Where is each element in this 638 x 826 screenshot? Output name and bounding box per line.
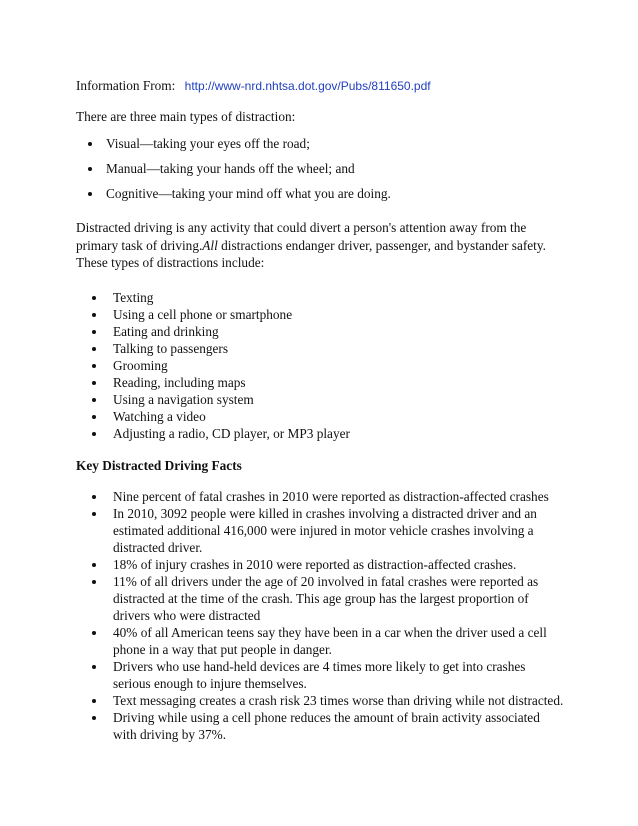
list-item-text: Watching a video xyxy=(113,409,206,424)
bullet-icon xyxy=(92,580,96,584)
list-item-text: Grooming xyxy=(113,358,168,373)
list-item-text: Using a cell phone or smartphone xyxy=(113,307,293,322)
list-item xyxy=(76,289,350,306)
bullet-icon xyxy=(92,364,96,368)
list-item-text: Talking to passengers xyxy=(113,341,229,356)
list-item-cognitive xyxy=(76,186,391,211)
bullet-icon xyxy=(92,415,96,419)
distractions-list xyxy=(76,289,350,442)
definition-paragraph xyxy=(76,219,566,272)
list-item xyxy=(76,692,566,709)
bullet-icon xyxy=(88,142,92,146)
list-item-text: Drivers who use hand-held devices are 4 times more likely to get into crashes serious enough to injure themselves. xyxy=(113,659,526,691)
list-item-text: Text messaging creates a crash risk 23 times worse than driving while not distracted. xyxy=(113,693,564,708)
bullet-icon xyxy=(92,512,96,516)
list-item-text: Manual—taking your hands off the wheel; and xyxy=(106,161,355,176)
bullet-icon xyxy=(88,167,92,171)
list-item-text: 11% of all drivers under the age of 20 involved in fatal crashes were reported as distracted at the time of the crash. This age group has the largest proportion of drivers who were distracted xyxy=(113,574,539,623)
list-item-text: Visual—taking your eyes off the road; xyxy=(106,136,310,151)
list-item xyxy=(76,505,566,556)
list-item-text: Cognitive—taking your mind off what you are doing. xyxy=(106,186,391,201)
list-item-text: Eating and drinking xyxy=(113,324,219,339)
list-item xyxy=(76,709,566,743)
bullet-icon xyxy=(92,699,96,703)
bullet-icon xyxy=(92,432,96,436)
list-item-text: Using a navigation system xyxy=(113,392,254,407)
facts-heading: Key Distracted Driving Facts xyxy=(76,458,242,473)
bullet-icon xyxy=(92,313,96,317)
paragraph-text: Distracted driving is any activity that could divert a person's attention away from the primary task of driving. xyxy=(76,220,527,253)
bullet-icon xyxy=(88,192,92,196)
list-item xyxy=(76,306,350,323)
bullet-icon xyxy=(92,631,96,635)
list-item-text: In 2010, 3092 people were killed in crashes involving a distracted driver and an estimated additional 416,000 were injured in motor vehicle crashes involving a distracted driver. xyxy=(113,506,537,555)
source-label: Information From: xyxy=(76,78,176,93)
list-item-visual xyxy=(76,136,391,161)
intro-text: There are three main types of distraction: xyxy=(76,109,296,124)
list-item xyxy=(76,391,350,408)
list-item-text: Reading, including maps xyxy=(113,375,246,390)
bullet-icon xyxy=(92,563,96,567)
list-item-text: Texting xyxy=(113,290,154,305)
list-item xyxy=(76,425,350,442)
list-item xyxy=(76,357,350,374)
list-item-text: 18% of injury crashes in 2010 were reported as distraction-affected crashes. xyxy=(113,557,517,572)
list-item xyxy=(76,323,350,340)
list-item xyxy=(76,408,350,425)
list-item xyxy=(76,658,566,692)
bullet-icon xyxy=(92,716,96,720)
bullet-icon xyxy=(92,495,96,499)
bullet-icon xyxy=(92,347,96,351)
list-item-text: Driving while using a cell phone reduces the amount of brain activity associated with driving by 37%. xyxy=(113,710,540,742)
list-item-manual xyxy=(76,161,391,186)
list-item-text: 40% of all American teens say they have been in a car when the driver used a cell phone in a way that put people in danger. xyxy=(113,625,547,657)
bullet-icon xyxy=(92,381,96,385)
paragraph-text-continued: distractions endanger driver, passenger, and bystander safety. These types of distractions include: xyxy=(76,237,546,270)
list-item xyxy=(76,556,566,573)
list-item-text: Nine percent of fatal crashes in 2010 were reported as distraction-affected crashes xyxy=(113,489,549,504)
source-line xyxy=(76,78,431,94)
source-link[interactable]: http://www-nrd.nhtsa.dot.gov/Pubs/811650.pdf xyxy=(184,79,431,93)
bullet-icon xyxy=(92,330,96,334)
distraction-types-list xyxy=(76,136,391,211)
list-item-text: Adjusting a radio, CD player, or MP3 player xyxy=(113,426,350,441)
paragraph-emphasis: All xyxy=(202,237,218,253)
list-item xyxy=(76,624,566,658)
bullet-icon xyxy=(92,665,96,669)
bullet-icon xyxy=(92,398,96,402)
facts-list xyxy=(76,488,566,743)
list-item xyxy=(76,340,350,357)
bullet-icon xyxy=(92,296,96,300)
list-item xyxy=(76,573,566,624)
list-item xyxy=(76,374,350,391)
list-item xyxy=(76,488,566,505)
